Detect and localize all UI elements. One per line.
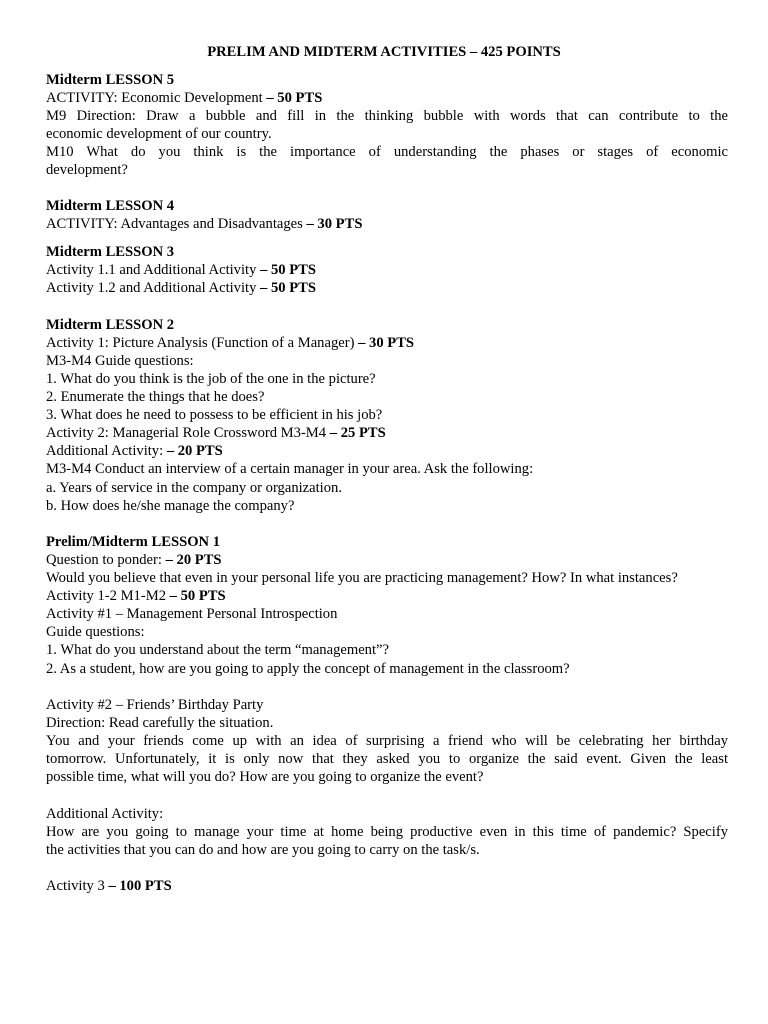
lesson1-activity3-points: – 100 PTS (108, 878, 172, 894)
lesson5-m9-line1: M9 Direction: Draw a bubble and fill in the thinking bubble with words that can contribute to the (46, 108, 728, 124)
lesson2-activity2-label: Activity 2: Managerial Role Crossword M3-M4 (46, 425, 327, 441)
lesson5-m10-line2: development? (46, 162, 128, 178)
lesson3-activity1-points: – 50 PTS (260, 262, 316, 278)
lesson1-activity1: Activity #1 – Management Personal Introspection (46, 606, 338, 622)
lesson3-activity2 (46, 279, 728, 297)
lesson2-item-b: b. How does he/she manage the company? (46, 498, 295, 514)
lesson1-situation-line3: possible time, what will you do? How are you going to organize the event? (46, 769, 484, 785)
lesson2-additional-points: – 20 PTS (166, 443, 223, 459)
lesson2-question-2: 2. Enumerate the things that he does? (46, 389, 265, 405)
lesson1-question-1: 1. What do you understand about the term “management”? (46, 642, 389, 658)
lesson4-activity (46, 215, 728, 233)
lesson1-ponder-question: Would you believe that even in your personal life you are practicing management? How? In what instances? (46, 570, 678, 586)
lesson1-ponder (46, 551, 728, 569)
lesson3-activity1-label: Activity 1.1 and Additional Activity (46, 262, 257, 278)
lesson5-activity-label: ACTIVITY: Economic Development (46, 90, 263, 106)
lesson1-activity2: Activity #2 – Friends’ Birthday Party (46, 697, 264, 713)
lesson1-ponder-points: – 20 PTS (165, 552, 222, 568)
lesson5-m10-line1: M10 What do you think is the importance of understanding the phases or stages of economic (46, 144, 728, 160)
lesson3-heading: Midterm LESSON 3 (46, 244, 175, 260)
lesson2-item-a: a. Years of service in the company or organization. (46, 480, 342, 496)
lesson2-activity1 (46, 334, 728, 352)
lesson2-interview: M3-M4 Conduct an interview of a certain manager in your area. Ask the following: (46, 461, 534, 477)
lesson2-additional (46, 442, 728, 460)
lesson1-additional: Additional Activity: (46, 806, 164, 822)
lesson2-heading: Midterm LESSON 2 (46, 317, 175, 333)
lesson2-question-3: 3. What does he need to possess to be efficient in his job? (46, 407, 383, 423)
lesson1-activity12-points: – 50 PTS (169, 588, 226, 604)
lesson4-heading: Midterm LESSON 4 (46, 198, 175, 214)
lesson4-activity-label: ACTIVITY: Advantages and Disadvantages (46, 216, 303, 232)
lesson1-activity12-label: Activity 1-2 M1-M2 (46, 588, 166, 604)
lesson1-heading: Prelim/Midterm LESSON 1 (46, 534, 221, 550)
lesson5-m9-line2: economic development of our country. (46, 126, 272, 142)
lesson1-activity12 (46, 587, 728, 605)
lesson1-additional-line2: the activities that you can do and how are you going to carry on the task/s. (46, 842, 480, 858)
lesson1-additional-line1: How are you going to manage your time at home being productive even in this time of pandemic? Specify (46, 824, 728, 840)
lesson4-activity-points: – 30 PTS (306, 216, 363, 232)
lesson1-situation-line2: tomorrow. Unfortunately, it is only now that they asked you to organize the said event. Given the least (46, 751, 728, 767)
lesson1-guide: Guide questions: (46, 624, 145, 640)
document-title: PRELIM AND MIDTERM ACTIVITIES – 425 POINTS (207, 44, 561, 60)
lesson2-additional-label: Additional Activity: (46, 443, 164, 459)
lesson2-activity2-points: – 25 PTS (329, 425, 386, 441)
lesson2-activity2 (46, 424, 728, 442)
lesson2-activity1-label: Activity 1: Picture Analysis (Function of a Manager) (46, 335, 355, 351)
lesson1-ponder-label: Question to ponder: (46, 552, 162, 568)
lesson2-question-1: 1. What do you think is the job of the one in the picture? (46, 371, 376, 387)
lesson2-activity1-points: – 30 PTS (358, 335, 415, 351)
lesson1-question-2: 2. As a student, how are you going to apply the concept of management in the classroom? (46, 661, 570, 677)
lesson1-direction: Direction: Read carefully the situation. (46, 715, 274, 731)
lesson1-activity3-label: Activity 3 (46, 878, 105, 894)
lesson3-activity2-label: Activity 1.2 and Additional Activity (46, 280, 257, 296)
lesson1-activity3 (46, 877, 728, 895)
lesson2-guide: M3-M4 Guide questions: (46, 353, 194, 369)
lesson5-activity-points: – 50 PTS (266, 90, 323, 106)
lesson5-activity (46, 89, 728, 107)
lesson3-activity1 (46, 261, 728, 279)
lesson5-heading: Midterm LESSON 5 (46, 72, 175, 88)
lesson1-situation-line1: You and your friends come up with an idea of surprising a friend who will be celebrating her birthday (46, 733, 728, 749)
lesson3-activity2-points: – 50 PTS (260, 280, 316, 296)
